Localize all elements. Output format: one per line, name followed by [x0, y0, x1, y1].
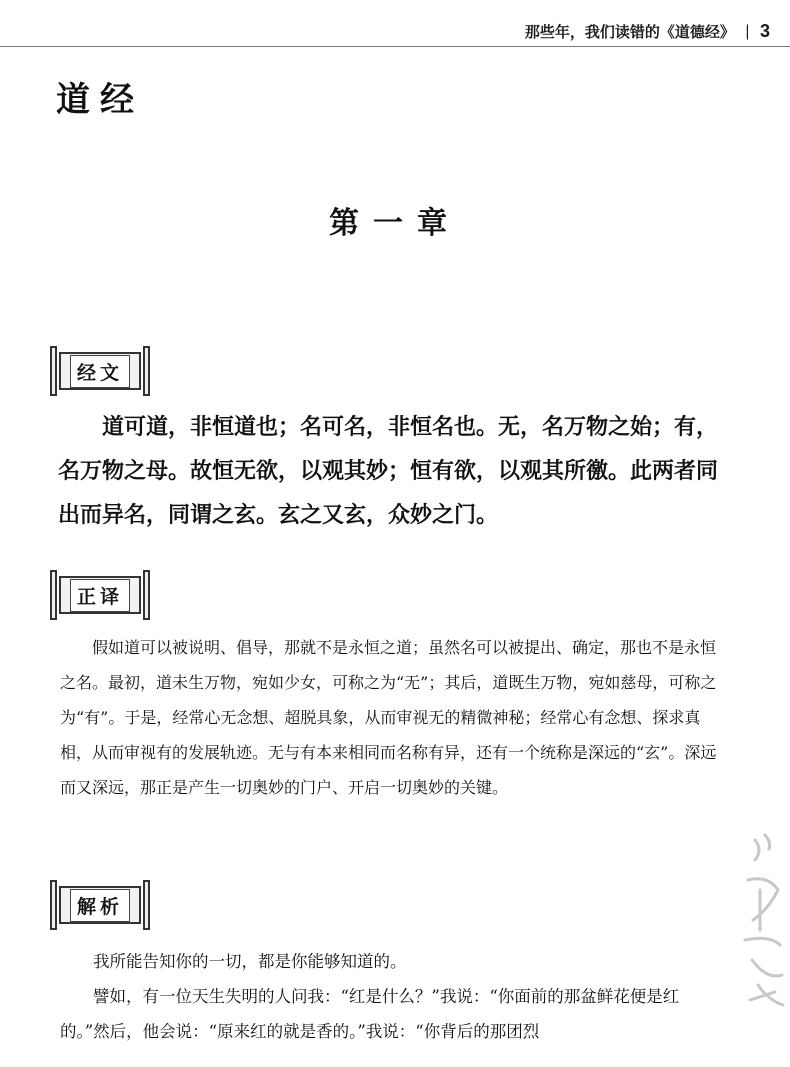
analysis-text — [60, 944, 725, 1049]
part-title: 道经 — [56, 80, 144, 120]
calligraphy-watermark — [730, 820, 790, 1020]
scripture-text: 道可道，非恒道也；名可名，非恒名也。无，名万物之始；有，名万物之母。故恒无欲，以观其妙；恒有欲，以观其所徼。此两者同出而异名，同谓之玄。玄之又玄，众妙之门。 — [58, 415, 719, 528]
calligraphy-watermark-image — [730, 820, 790, 1020]
translation-text: 假如道可以被说明、倡导，那就不是永恒之道；虽然名可以被提出、确定，那也不是永恒之名。最初，道未生万物，宛如少女，可称之为“无”；其后，道既生万物，宛如慈母，可称之为“有”。于是，经常心无念想、超脱具象，从而审视无的精微神秘；经常心有念想、探求真相，从而审视有的发展轨迹。无与有本来相同而名称有异，还有一个统称是深远的“玄”。深远而又深远，那正是产生一切奥妙的门户、开启一切奥妙的关键。 — [60, 638, 717, 797]
header-separator: | — [744, 22, 750, 40]
analysis-paragraph: 我所能告知你的一切，都是你能够知道的。 — [93, 952, 407, 971]
analysis-label — [50, 880, 150, 930]
translation-label-text: 正译 — [70, 579, 130, 612]
running-title: 那些年，我们读错的《道德经》 — [524, 22, 735, 41]
running-header — [440, 18, 770, 44]
chapter-title: 第一章 — [329, 206, 461, 241]
analysis-paragraph: 譬如，有一位天生失明的人问我：“红是什么？”我说：“你面前的那盆鲜花便是红的。”然后，他会说：“原来红的就是香的。”我说：“你背后的那团烈 — [60, 987, 680, 1041]
translation-label — [50, 570, 150, 620]
header-rule — [0, 46, 790, 47]
analysis-label-text: 解析 — [70, 889, 130, 922]
scripture-label — [50, 346, 150, 396]
scripture-label-text: 经文 — [70, 355, 130, 388]
page-number: 3 — [759, 20, 770, 41]
